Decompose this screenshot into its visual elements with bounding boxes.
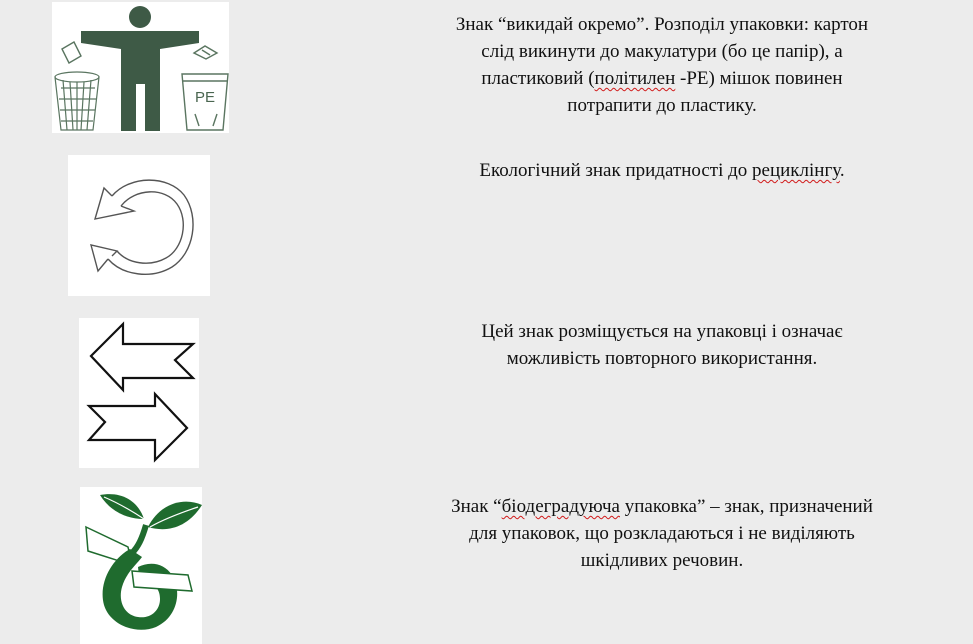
reuse-sign-description xyxy=(360,318,964,372)
description-line: Цей знак розміщується на упаковці і означає xyxy=(481,321,843,342)
description-fragment: Знак “ xyxy=(451,496,502,517)
spellcheck-marked-word: біодеградуюча xyxy=(501,496,620,517)
biodegradable-seedling-icon xyxy=(80,487,202,644)
throw-away-separately-icon xyxy=(52,2,229,133)
pe-bin-label: PE xyxy=(194,89,216,106)
description-fragment: . xyxy=(839,160,845,181)
description-line: Знак “викидай окремо”. Розподіл упаковки: картон xyxy=(455,14,869,35)
throw-away-separately-description xyxy=(360,11,964,119)
description-fragment: -PE) мішок повинен xyxy=(675,68,843,89)
spellcheck-marked-word: рециклінгу xyxy=(752,160,840,181)
description-line: можливість повторного використання. xyxy=(506,348,818,369)
recycling-circle-icon xyxy=(68,155,210,296)
description-line: потрапити до пластику. xyxy=(567,95,757,116)
reuse-arrows-icon xyxy=(79,318,199,468)
description-fragment: упаковка” – знак, призначений xyxy=(619,496,873,517)
description-line: шкідливих речовин. xyxy=(580,550,744,571)
description-line xyxy=(360,493,964,520)
description-line xyxy=(360,157,964,184)
biodegradable-sign-description xyxy=(360,493,964,574)
description-line xyxy=(360,65,964,92)
description-fragment: пластиковий ( xyxy=(481,68,595,89)
description-line: слід викинути до макулатури (бо це папір), а xyxy=(481,41,843,62)
spellcheck-marked-word: політилен xyxy=(594,68,676,89)
recycling-sign-description xyxy=(360,157,964,184)
description-fragment: Екологічний знак придатності до xyxy=(479,160,753,181)
description-line: для упаковок, що розкладаються і не виділяють xyxy=(469,523,855,544)
